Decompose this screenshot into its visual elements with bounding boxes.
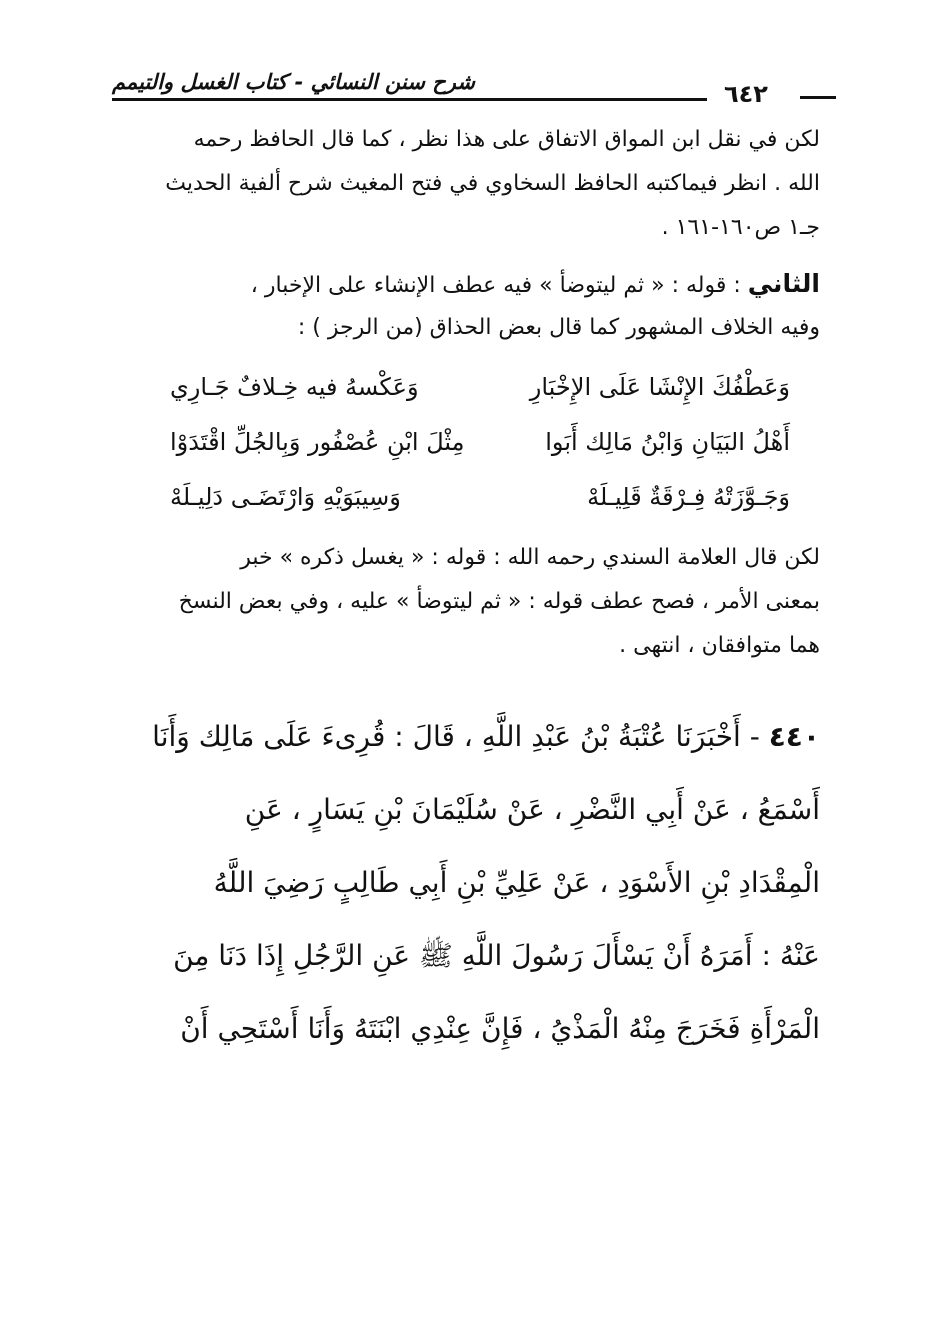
paragraph-note-1 [112,118,820,250]
header-rule [112,98,707,101]
hadith-line [112,700,820,773]
text-line: لكن قال العلامة السندي رحمه الله : قوله : « يغسل ذكره » خبر [240,545,820,570]
page-number: ٦٤٢ [724,80,768,108]
hadith-line: الْمَرْأَةِ فَخَرَجَ مِنْهُ الْمَذْيُ ، فَإِنَّ عِنْدِي ابْنَتَهُ وَأَنَا أَسْتَحِي أَنْ [180,1012,820,1045]
text-line: جـ١ ص١٦٠-١٦١ . [661,215,820,240]
text-line: الله . انظر فيماكتبه الحافظ السخاوي في فتح المغيث شرح ألفية الحديث [165,171,820,196]
verse-second-hemistich: وَسِيبَوَيْهِ وَارْتَضَـى دَلِيـلَهْ [170,483,401,511]
text-fragment: : قوله : « ثم ليتوضأ » فيه عطف الإنشاء على الإخبار ، [250,273,741,298]
text-line [112,262,820,306]
text-fragment: - أَخْبَرَنَا عُتْبَةُ بْنُ عَبْدِ اللَّهِ ، قَالَ : قُرِىءَ عَلَى مَالِك وَأَنَا [152,720,760,753]
poem [170,360,790,525]
section-lead: الثاني [747,269,820,298]
verse [170,360,790,415]
verse-second-hemistich: وَعَكْسهُ فيه خِـلافٌ جَـارِي [170,373,419,401]
text-line: لكن في نقل ابن المواق الاتفاق على هذا نظر ، كما قال الحافظ رحمه [193,127,820,152]
hadith-line: الْمِقْدَادِ بْنِ الأَسْوَدِ ، عَنْ عَلِيِّ بْنِ أَبِي طَالِبٍ رَضِيَ اللَّهُ [213,866,820,899]
paragraph-note-3 [112,536,820,668]
text-line: وفيه الخلاف المشهور كما قال بعض الحذاق (من الرجز ) : [297,315,820,340]
hadith-line: أَسْمَعُ ، عَنْ أَبِي النَّضْرِ ، عَنْ سُلَيْمَانَ بْنِ يَسَارٍ ، عَنِ [244,793,820,826]
text-line: بمعنى الأمر ، فصح عطف قوله : « ثم ليتوضأ » عليه ، وفي بعض النسخ [178,589,820,614]
verse-first-hemistich: وَجَـوَّزَتْهُ فِـرْقَةٌ قَلِيـلَهْ [587,483,790,511]
verse-first-hemistich: أَهْلُ البَيَانِ وَابْنُ مَالِك أَبَوا [545,428,790,456]
page-number-dash [800,96,836,99]
verse [170,415,790,470]
verse-second-hemistich: مِثْلَ ابْنِ عُصْفُور وَبِالجُلِّ اقْتَدَوْا [170,428,465,456]
running-title: شرح سنن النسائي - كتاب الغسل والتيمم [112,70,475,94]
hadith-number: ٤٤٠ [768,720,820,753]
page-header [112,70,832,108]
text-line: هما متوافقان ، انتهى . [619,633,820,658]
paragraph-note-2 [112,262,820,350]
hadith-line: عَنْهُ : أَمَرَهُ أَنْ يَسْأَلَ رَسُولَ اللَّهِ ﷺ عَنِ الرَّجُلِ إِذَا دَنَا مِنَ [173,939,820,972]
verse-first-hemistich: وَعَطْفُكَ الإِنْشَا عَلَى الإِخْبَارِ [529,373,790,401]
hadith-text [112,700,820,1065]
verse [170,470,790,525]
